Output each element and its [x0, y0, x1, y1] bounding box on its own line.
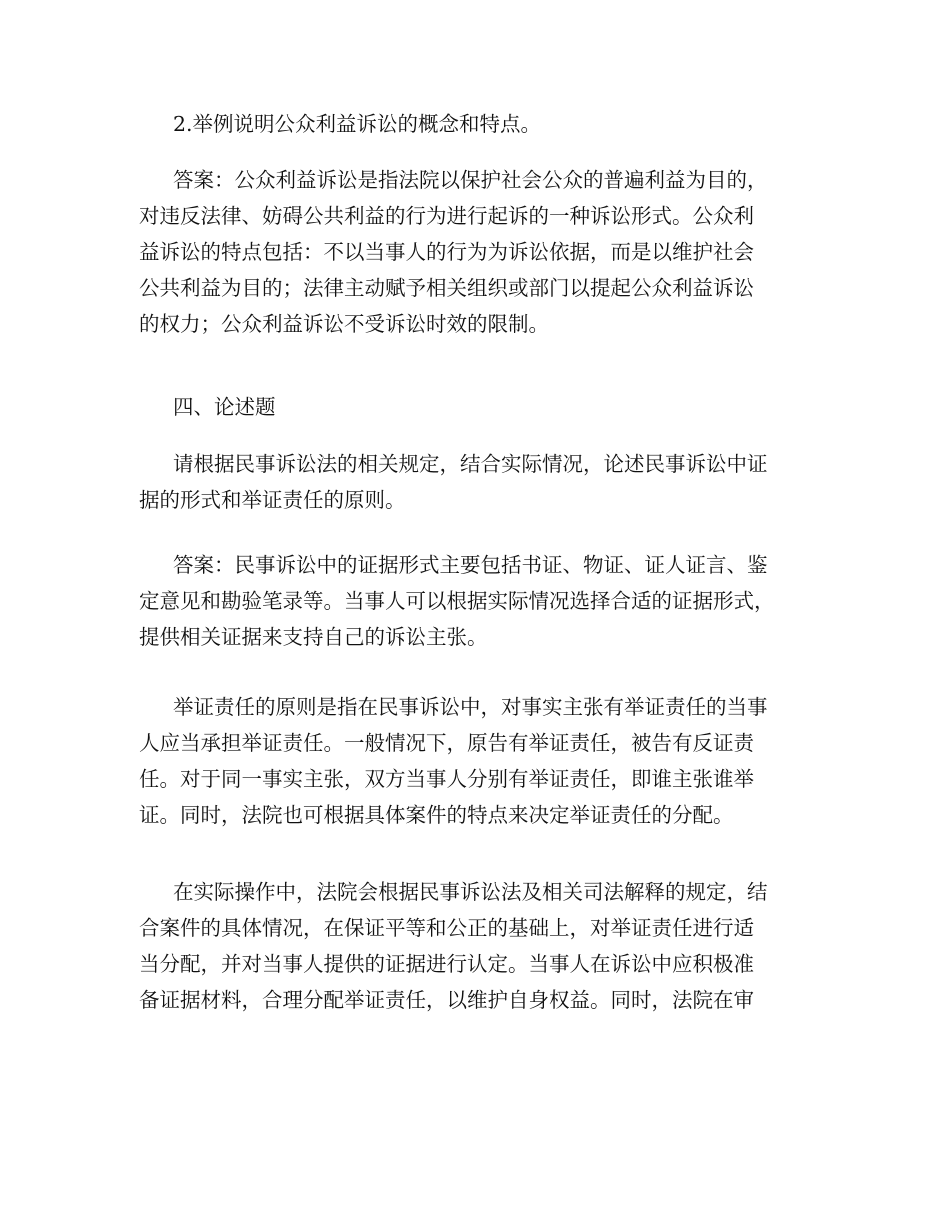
- answer-2-line: 对违反法律、妨碍公共利益的行为进行起诉的一种诉讼形式。公众利: [139, 204, 754, 228]
- essay-answer-2-line: 人应当承担举证责任。一般情况下，原告有举证责任，被告有反证责: [139, 731, 754, 755]
- essay-answer-3-line: 在实际操作中，法院会根据民事诉讼法及相关司法解释的规定，结: [173, 880, 768, 904]
- essay-question-line: 据的形式和举证责任的原则。: [139, 488, 406, 512]
- essay-answer-3-paragraph: [139, 874, 819, 1018]
- essay-answer-3-line: 合案件的具体情况，在保证平等和公正的基础上，对举证责任进行适: [139, 916, 754, 940]
- essay-answer-1-paragraph: [139, 547, 819, 655]
- answer-2-line: 的权力；公众利益诉讼不受诉讼时效的限制。: [139, 312, 549, 336]
- essay-question-paragraph: [139, 446, 819, 518]
- essay-answer-3-line: 备证据材料，合理分配举证责任，以维护自身权益。同时，法院在审: [139, 988, 754, 1012]
- answer-2-line: 益诉讼的特点包括：不以当事人的行为为诉讼依据，而是以维护社会: [139, 240, 754, 264]
- essay-answer-2-line: 证。同时，法院也可根据具体案件的特点来决定举证责任的分配。: [139, 803, 734, 827]
- essay-answer-3-line: 当分配，并对当事人提供的证据进行认定。当事人在诉讼中应积极准: [139, 952, 754, 976]
- essay-answer-2-paragraph: [139, 689, 819, 833]
- answer-2-line: 公共利益为目的；法律主动赋予相关组织或部门以提起公众利益诉讼: [139, 276, 754, 300]
- essay-question-line: 请根据民事诉讼法的相关规定，结合实际情况，论述民事诉讼中证: [173, 452, 768, 476]
- section-heading: [139, 389, 819, 425]
- answer-2-line: 答案：公众利益诉讼是指法院以保护社会公众的普遍利益为目的，: [173, 168, 768, 192]
- essay-answer-1-line: 定意见和勘验笔录等。当事人可以根据实际情况选择合适的证据形式，: [139, 589, 775, 613]
- essay-answer-1-line: 提供相关证据来支持自己的诉讼主张。: [139, 625, 488, 649]
- essay-answer-2-line: 任。对于同一事实主张，双方当事人分别有举证责任，即谁主张谁举: [139, 767, 754, 791]
- essay-answer-1-line: 答案：民事诉讼中的证据形式主要包括书证、物证、证人证言、鉴: [173, 553, 768, 577]
- section-heading-text: 四、论述题: [173, 395, 276, 419]
- question-2: [139, 106, 819, 142]
- answer-2-paragraph: [139, 162, 819, 342]
- question-2-text: 2.举例说明公众利益诉讼的概念和特点。: [173, 112, 542, 136]
- essay-answer-2-line: 举证责任的原则是指在民事诉讼中，对事实主张有举证责任的当事: [173, 695, 768, 719]
